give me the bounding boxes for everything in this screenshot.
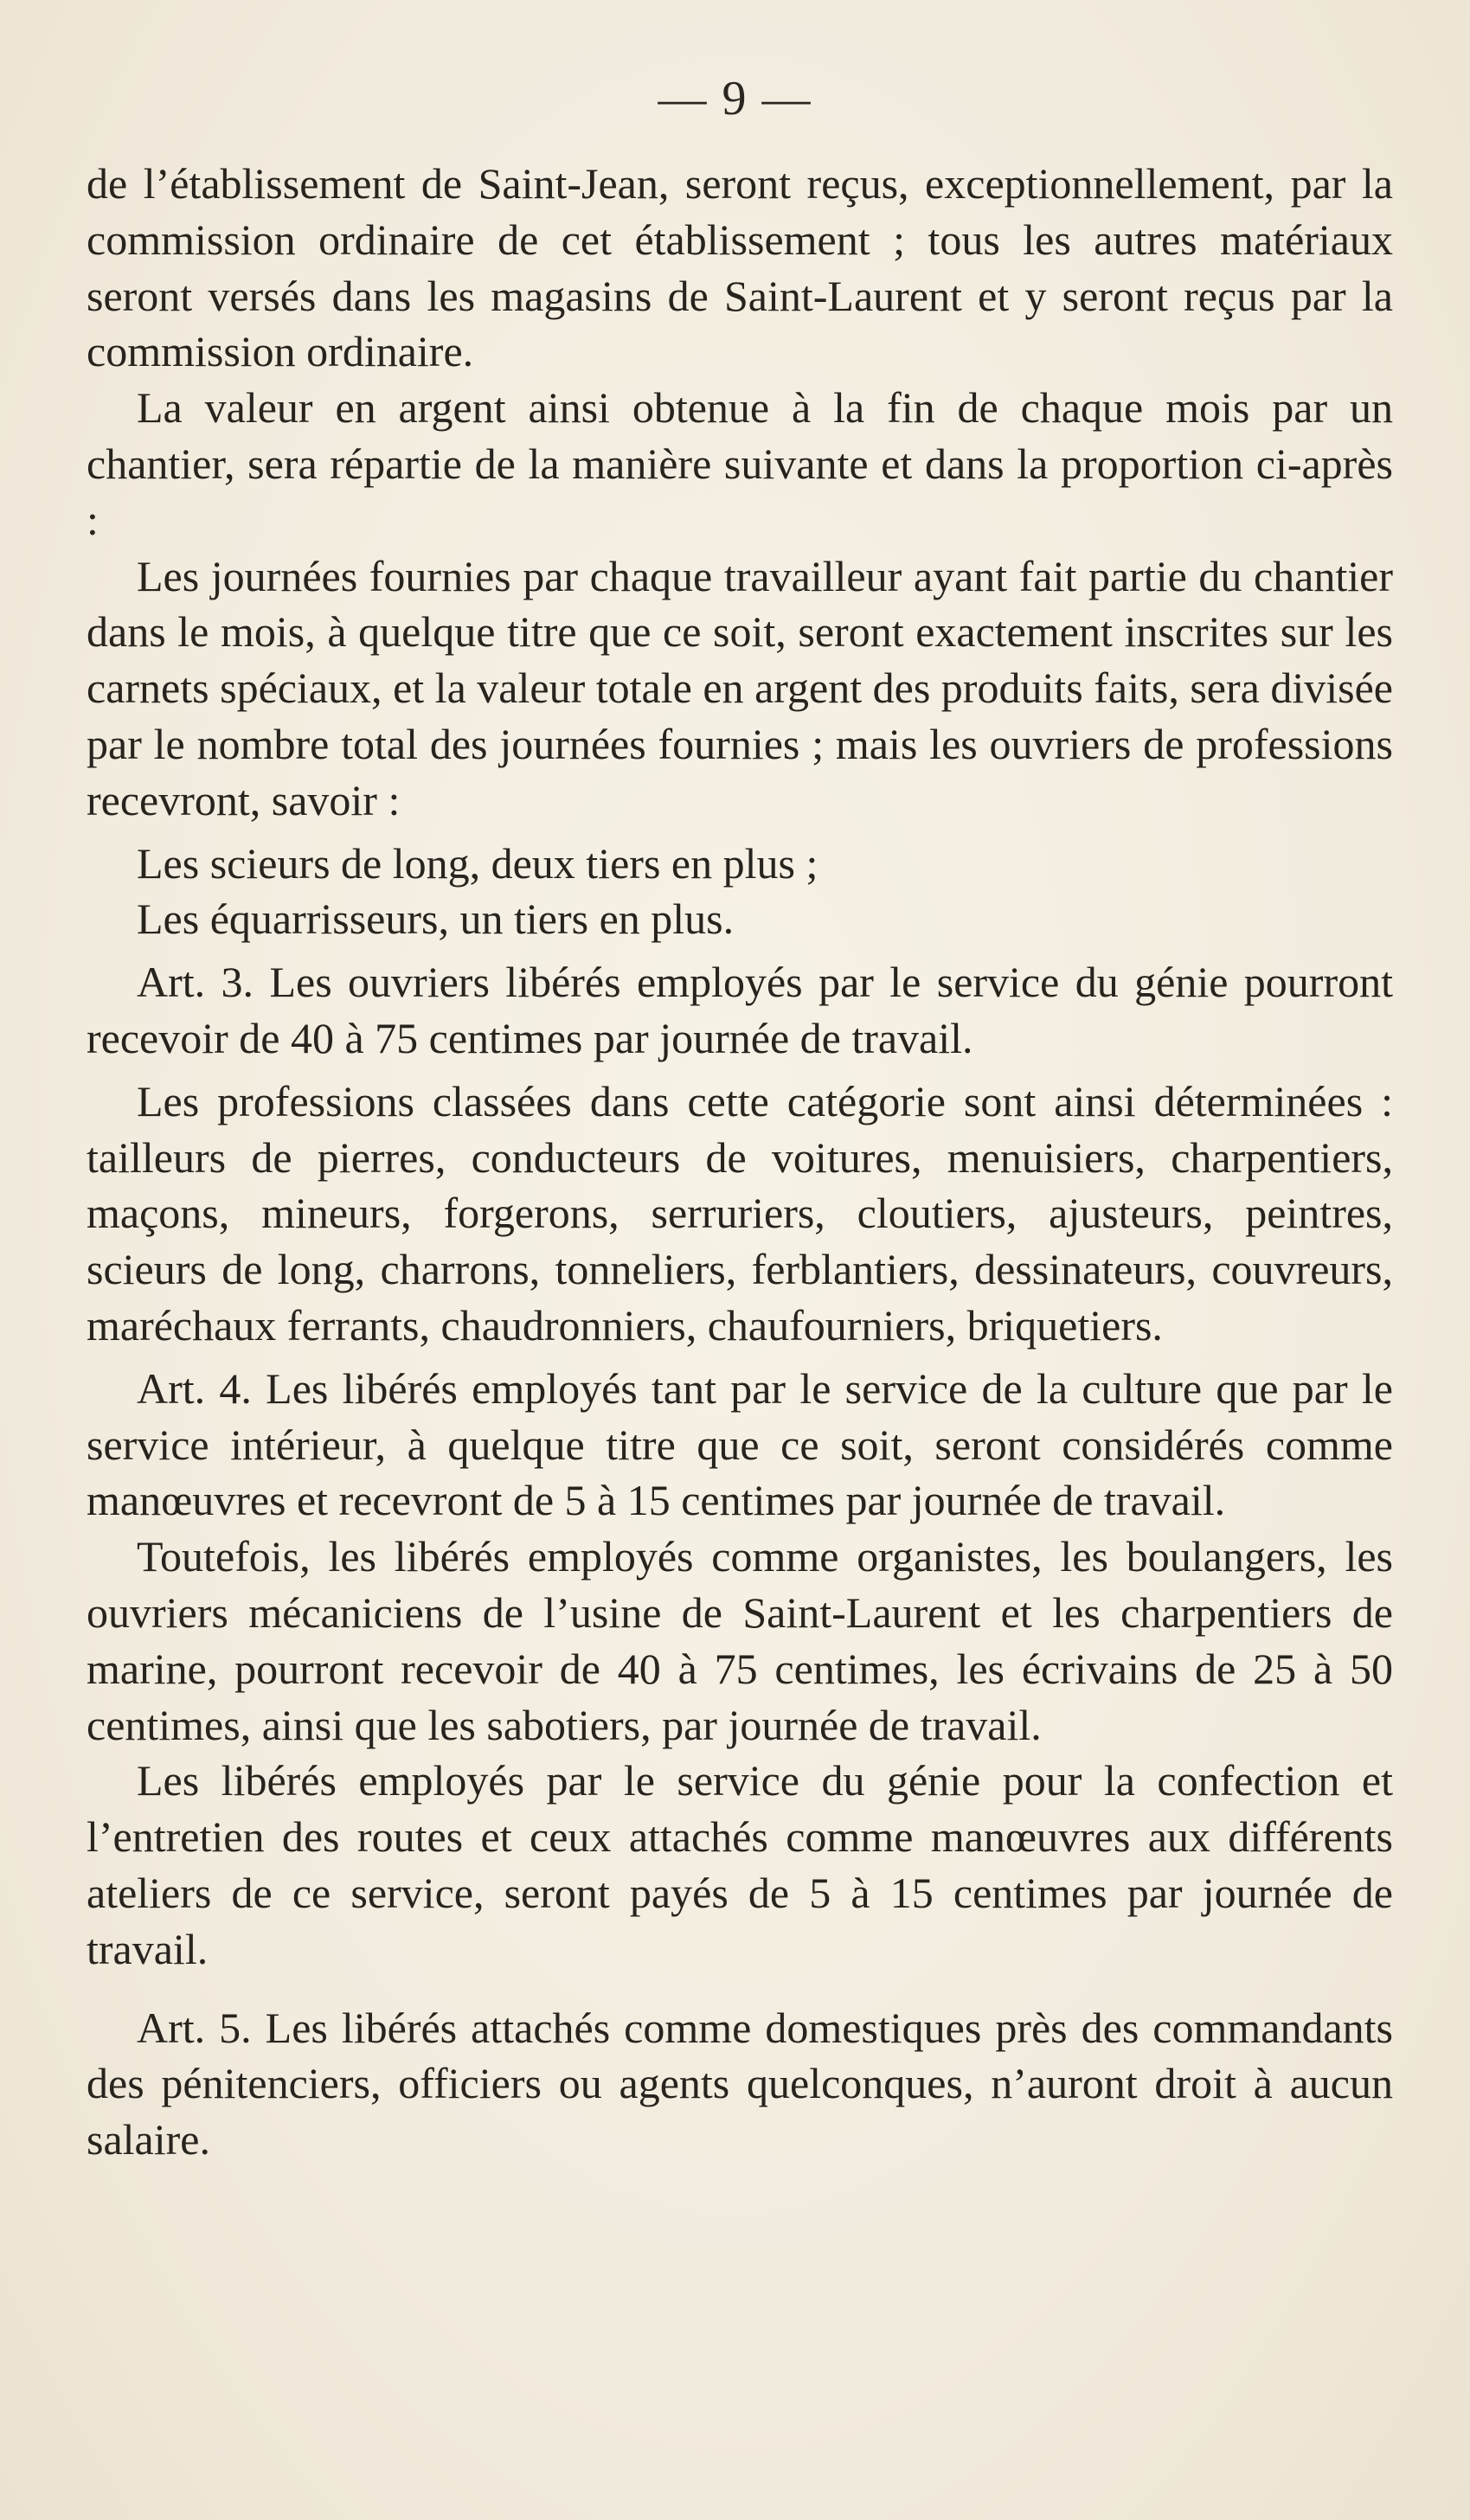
page-number: — 9 —: [658, 72, 812, 125]
paragraph: Toutefois, les libérés employés comme organistes, les boulangers, les ouvriers mécaniciens de l’usine de Saint-Laurent et les charpentiers de marine, pourront recevoir de 40 à 75 centimes, les écrivains de 25 à 50 centimes, ainsi que les sabotiers, par journée de travail.: [87, 1532, 1393, 1749]
article-paragraph: Art. 4. Les libérés employés tant par le service de la culture que par le service intérieur, à quelque titre que ce soit, seront considérés comme manœuvres et recevront de 5 à 15 centimes par journée de travail.: [87, 1363, 1393, 1525]
list-item: Les équarrisseurs, un tiers en plus.: [137, 895, 735, 944]
paragraph: de l’établissement de Saint-Jean, seront reçus, exceptionnellement, par la commission ordinaire de cet établissement ; tous les autres matériaux seront versés dans les magasins de Saint-Laurent et y seront reçus par la commission ordinaire.: [87, 159, 1393, 376]
paragraph: Les libérés employés par le service du génie pour la confection et l’entretien des routes et ceux attachés comme manœuvres aux différents ateliers de ce service, seront payés de 5 à 15 centimes par journée de travail.: [87, 1756, 1393, 1973]
paragraph: Les journées fournies par chaque travailleur ayant fait partie du chantier dans le mois, à quelque titre que ce soit, seront exactement inscrites sur les carnets spéciaux, et la valeur totale en argent des produits faits, sera divisée par le nombre total des journées fournies ; mais les ouvriers de professions recevront, savoir :: [87, 551, 1393, 824]
list-item: Les scieurs de long, deux tiers en plus ;: [137, 838, 818, 888]
paragraph: La valeur en argent ainsi obtenue à la fin de chaque mois par un chantier, sera répartie de la manière suivante et dans la proportion ci-après :: [87, 383, 1393, 544]
article-paragraph: Art. 5. Les libérés attachés comme domestiques près des commandants des pénitenciers, officiers ou agents quelconques, n’auront droit à aucun salaire.: [87, 2003, 1393, 2164]
paragraph: Les professions classées dans cette catégorie sont ainsi déterminées : tailleurs de pierres, conducteurs de voitures, menuisiers, charpentiers, maçons, mineurs, forgerons, serruriers, cloutiers, ajusteurs, peintres, scieurs de long, charrons, tonneliers, ferblantiers, dessinateurs, couvreurs, maréchaux ferrants, chaudronniers, chaufourniers, briquetiers.: [87, 1076, 1393, 1350]
body-text: [87, 156, 1393, 2168]
article-paragraph: Art. 3. Les ouvriers libérés employés par le service du génie pourront recevoir de 40 à 75 centimes par journée de travail.: [87, 958, 1393, 1062]
